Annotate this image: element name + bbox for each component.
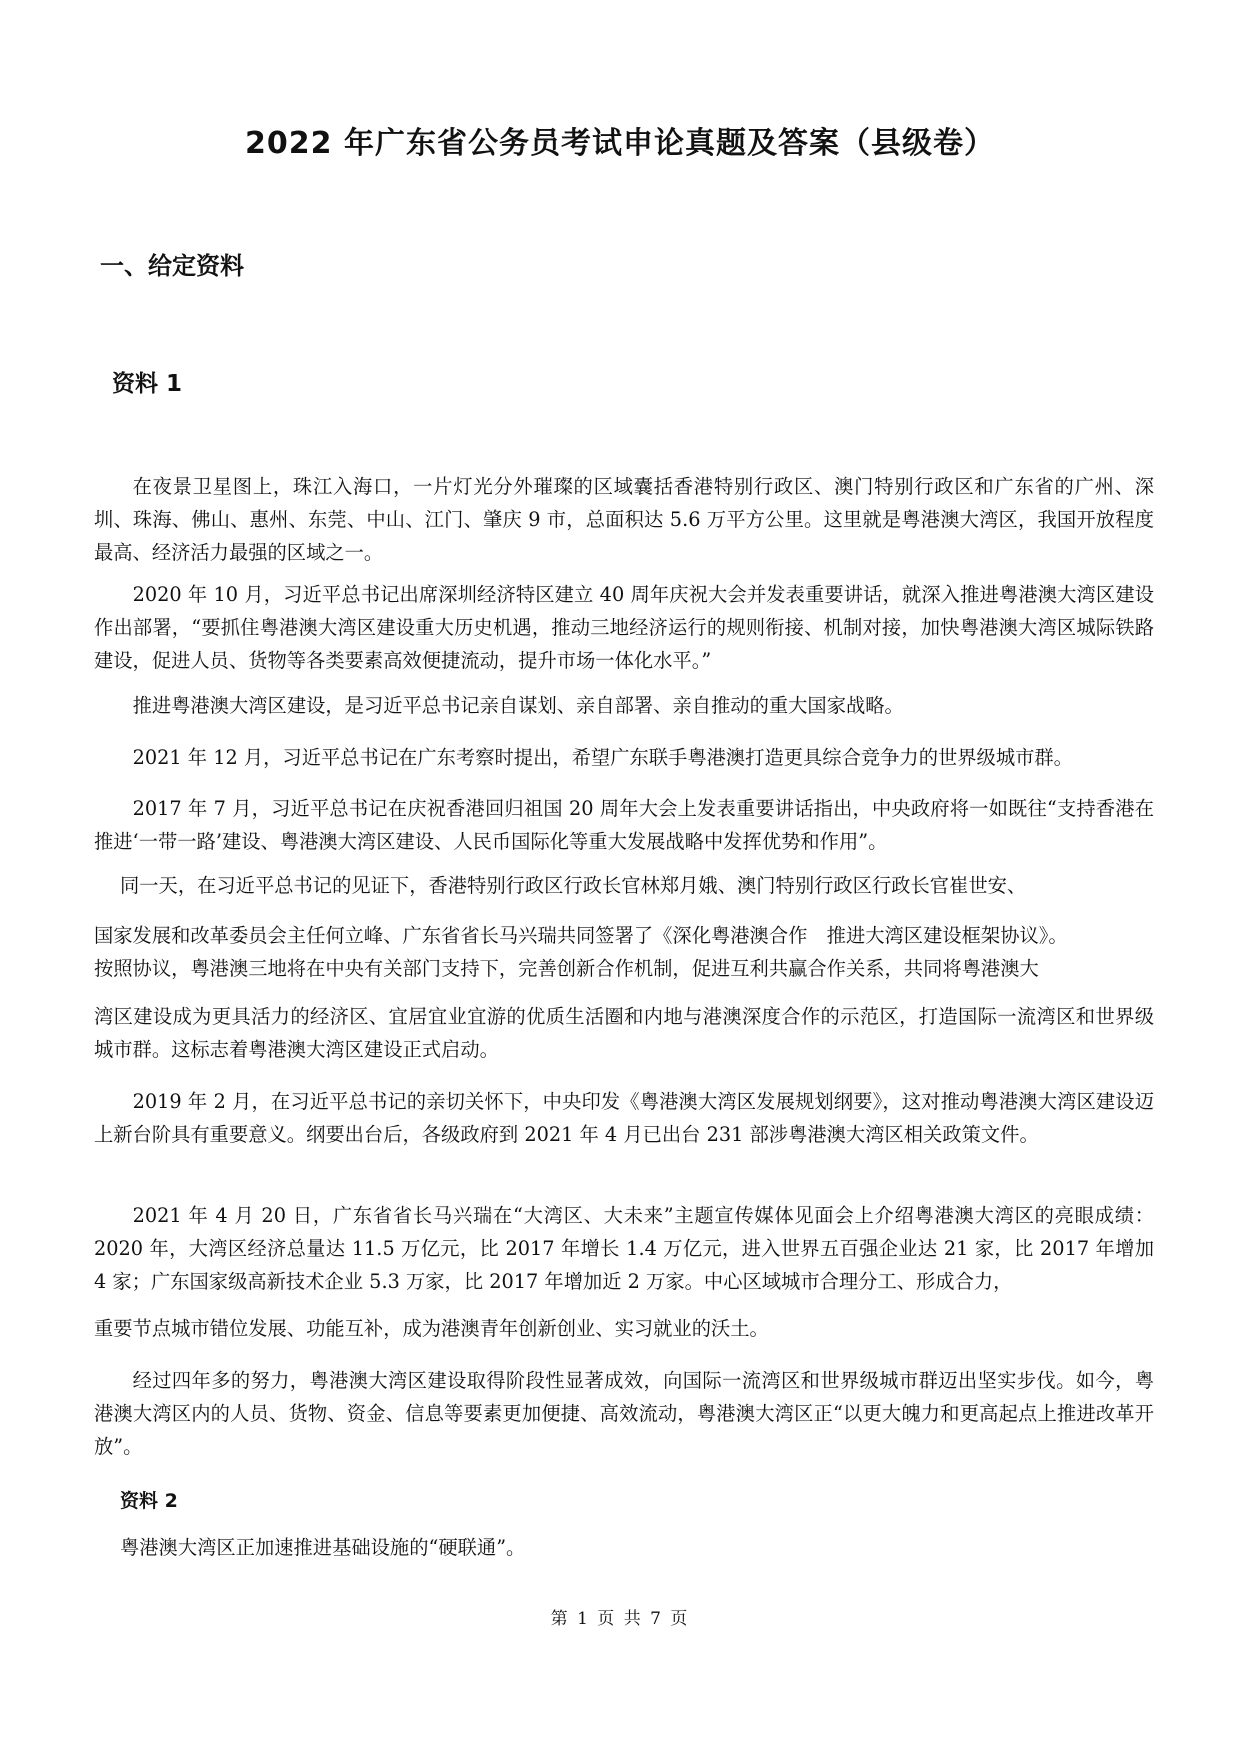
paragraph-6-line-2: 国家发展和改革委员会主任何立峰、广东省省长马兴瑞共同签署了《深化粤港澳合作 推进大湾区建设框架协议》。 <box>94 924 1068 947</box>
paragraph-7: 2019 年 2 月，在习近平总书记的亲切关怀下，中央印发《粤港澳大湾区发展规划纲要》，这对推动粤港澳大湾区建设迈上新台阶具有重要意义。纲要出台后，各级政府到 2021 年 4 月已出台 231 部涉粤港澳大湾区相关政策文件。 <box>94 1090 1154 1146</box>
paragraph-1: 在夜景卫星图上，珠江入海口，一片灯光分外璀璨的区域囊括香港特别行政区、澳门特别行政区和广东省的广州、深圳、珠海、佛山、惠州、东莞、中山、江门、肇庆 9 市，总面积达 5.6 万平方公里。这里就是粤港澳大湾区，我国开放程度最高、经济活力最强的区域之一。 <box>94 475 1154 564</box>
material-2-heading: 资料 2 <box>120 1490 178 1512</box>
paragraph-2: 2020 年 10 月，习近平总书记出席深圳经济特区建立 40 周年庆祝大会并发表重要讲话，就深入推进粤港澳大湾区建设作出部署，“要抓住粤港澳大湾区建设重大历史机遇，推动三地经济运行的规则衔接、机制对接，加快粤港澳大湾区城际铁路建设，促进人员、货物等各类要素高效便捷流动，提升市场一体化水平。” <box>94 583 1154 672</box>
paragraph-6-line-4: 湾区建设成为更具活力的经济区、宜居宜业宜游的优质生活圈和内地与港澳深度合作的示范区，打造国际一流湾区和世界级城市群。这标志着粤港澳大湾区建设正式启动。 <box>94 1005 1154 1061</box>
paragraph-4: 2021 年 12 月，习近平总书记在广东考察时提出，希望广东联手粤港澳打造更具综合竞争力的世界级城市群。 <box>132 746 1073 769</box>
paragraph-5: 2017 年 7 月，习近平总书记在庆祝香港回归祖国 20 周年大会上发表重要讲话指出，中央政府将一如既往“支持香港在推进‘一带一路’建设、粤港澳大湾区建设、人民币国际化等重大发展战略中发挥优势和作用”。 <box>94 797 1154 853</box>
paragraph-6-line-1: 同一天，在习近平总书记的见证下，香港特别行政区行政长官林郑月娥、澳门特别行政区行政长官崔世安、 <box>120 874 1027 897</box>
paragraph-8-continued: 重要节点城市错位发展、功能互补，成为港澳青年创新创业、实习就业的沃土。 <box>94 1317 769 1340</box>
document-title: 2022 年广东省公务员考试申论真题及答案（县级卷） <box>245 126 995 161</box>
paragraph-8: 2021 年 4 月 20 日，广东省省长马兴瑞在“大湾区、大未来”主题宣传媒体见面会上介绍粤港澳大湾区的亮眼成绩：2020 年，大湾区经济总量达 11.5 万亿元，比 2017 年增长 1.4 万亿元，进入世界五百强企业达 21 家，比 2017 年增加 4 家；广东国家级高新技术企业 5.3 万家，比 2017 年增加近 2 万家。中心区域城市合理分工、形成合力， <box>94 1204 1154 1293</box>
section-heading-given-materials: 一、给定资料 <box>100 252 244 280</box>
paragraph-6-line-3: 按照协议，粤港澳三地将在中央有关部门支持下，完善创新合作机制，促进互利共赢合作关系，共同将粤港澳大 <box>94 957 1039 980</box>
paragraph-10: 粤港澳大湾区正加速推进基础设施的“硬联通”。 <box>120 1536 526 1559</box>
paragraph-3: 推进粤港澳大湾区建设，是习近平总书记亲自谋划、亲自部署、亲自推动的重大国家战略。 <box>132 694 904 717</box>
material-1-heading: 资料 1 <box>112 371 183 397</box>
page-footer: 第 1 页 共 7 页 <box>550 1609 690 1629</box>
paragraph-9: 经过四年多的努力，粤港澳大湾区建设取得阶段性显著成效，向国际一流湾区和世界级城市群迈出坚实步伐。如今，粤港澳大湾区内的人员、货物、资金、信息等要素更加便捷、高效流动，粤港澳大湾区正“以更大魄力和更高起点上推进改革开放”。 <box>94 1369 1154 1458</box>
